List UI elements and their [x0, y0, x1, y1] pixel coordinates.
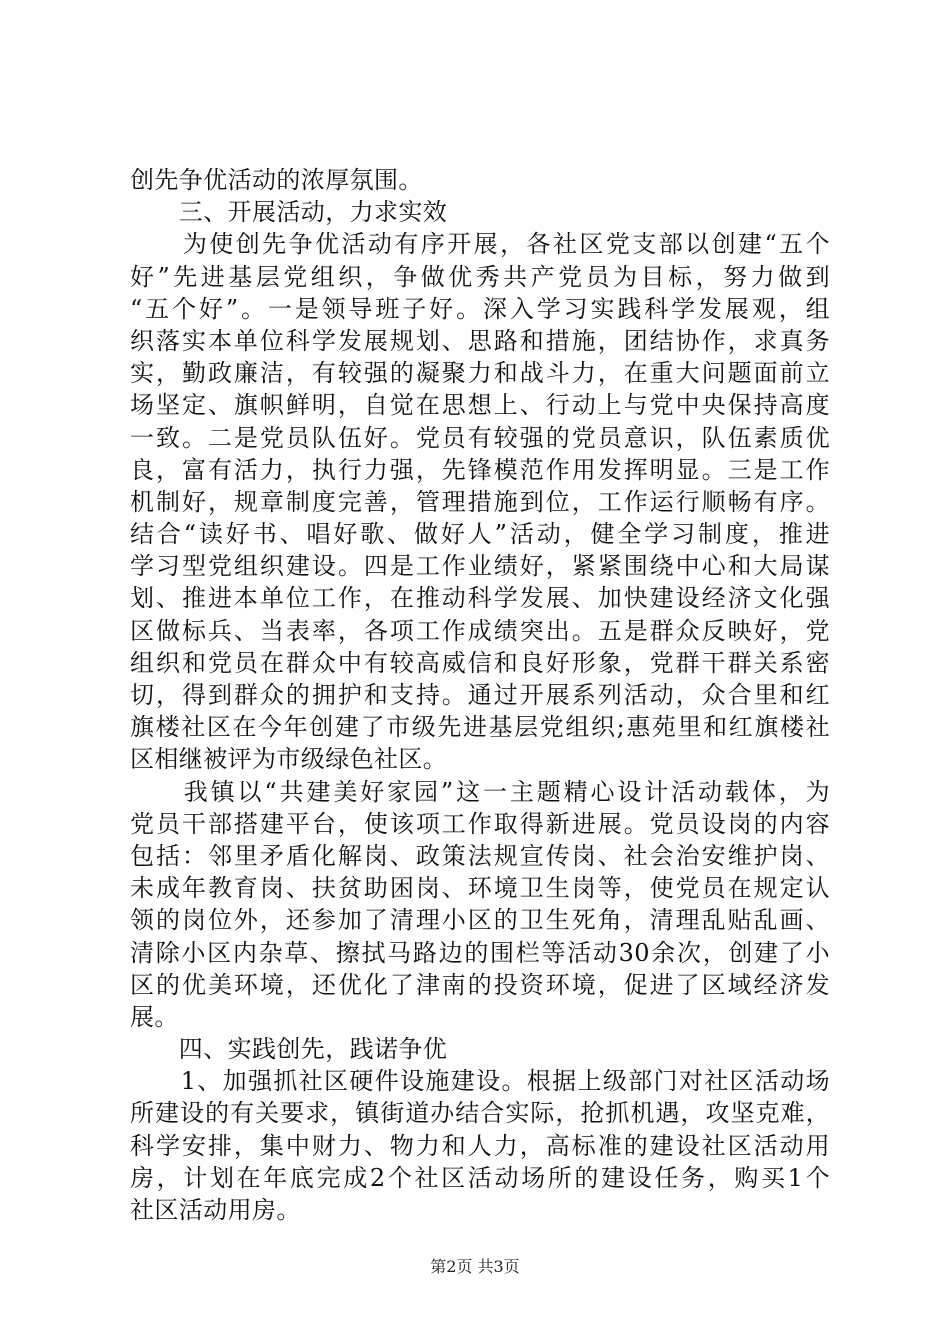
- text-line: “五个好”。一是领导班子好。深入学习实践科学发展观，组: [130, 294, 830, 323]
- text-line: 学习型党组织建设。四是工作业绩好，紧紧围绕中心和大局谋: [130, 552, 830, 581]
- text-line: 清除小区内杂草、擦拭马路边的围栏等活动30余次，创建了小: [130, 938, 830, 967]
- page-footer: 第2页 共3页: [430, 1257, 520, 1276]
- text-line: 场坚定、旗帜鲜明，自觉在思想上、行动上与党中央保持高度: [130, 391, 830, 420]
- text-line: 1、加强抓社区硬件设施建设。根据上级部门对社区活动场: [130, 1067, 830, 1096]
- text-line: 划、推进本单位工作，在推动科学发展、加快建设经济文化强: [130, 584, 830, 613]
- text-line: 科学安排，集中财力、物力和人力，高标准的建设社区活动用: [130, 1131, 830, 1160]
- text-line: 所建设的有关要求，镇街道办结合实际，抢抓机遇，攻坚克难，: [130, 1099, 830, 1128]
- text-line: 为使创先争优活动有序开展，各社区党支部以创建“五个: [130, 230, 830, 259]
- text-line: 旗楼社区在今年创建了市级先进基层党组织;惠苑里和红旗楼社: [130, 713, 830, 742]
- text-line: 一致。二是党员队伍好。党员有较强的党员意识，队伍素质优: [130, 423, 830, 452]
- text-line: 展。: [130, 1002, 179, 1031]
- text-line: 未成年教育岗、扶贫助困岗、环境卫生岗等，使党员在规定认: [130, 874, 830, 903]
- text-line: 我镇以“共建美好家园”这一主题精心设计活动载体，为: [130, 777, 830, 806]
- text-line: 党员干部搭建平台，使该项工作取得新进展。党员设岗的内容: [130, 809, 830, 838]
- text-line: 社区活动用房。: [130, 1196, 301, 1224]
- text-line: 区做标兵、当表率，各项工作成绩突出。五是群众反映好，党: [130, 616, 830, 645]
- text-line: 机制好，规章制度完善，管理措施到位，工作运行顺畅有序。: [130, 487, 830, 516]
- text-line: 良，富有活力，执行力强，先锋模范作用发挥明显。三是工作: [130, 455, 830, 484]
- text-line: 实，勤政廉洁，有较强的凝聚力和战斗力，在重大问题面前立: [130, 359, 830, 388]
- section-heading: 三、开展活动，力求实效: [130, 198, 448, 227]
- text-line: 好”先进基层党组织，争做优秀共产党员为目标，努力做到: [130, 262, 830, 291]
- text-line: 结合“读好书、唱好歌、做好人”活动，健全学习制度，推进: [130, 520, 830, 549]
- text-line: 区的优美环境，还优化了津南的投资环境，促进了区域经济发: [130, 970, 830, 999]
- text-line: 织落实本单位科学发展规划、思路和措施，团结协作，求真务: [130, 326, 830, 355]
- text-line: 切，得到群众的拥护和支持。通过开展系列活动，众合里和红: [130, 681, 830, 709]
- text-line: 领的岗位外，还参加了清理小区的卫生死角，清理乱贴乱画、: [130, 906, 830, 935]
- text-line: 组织和党员在群众中有较高威信和良好形象，党群干群关系密: [130, 648, 830, 677]
- body-text: [130, 164, 830, 1226]
- section-heading: 四、实践创先，践诺争优: [130, 1035, 448, 1064]
- text-line: 创先争优活动的浓厚氛围。: [130, 166, 423, 194]
- text-line: 房，计划在年底完成2个社区活动场所的建设任务，购买1个: [130, 1163, 830, 1192]
- text-line: 包括：邻里矛盾化解岗、政策法规宣传岗、社会治安维护岗、: [130, 841, 830, 870]
- text-line: 区相继被评为市级绿色社区。: [130, 745, 448, 774]
